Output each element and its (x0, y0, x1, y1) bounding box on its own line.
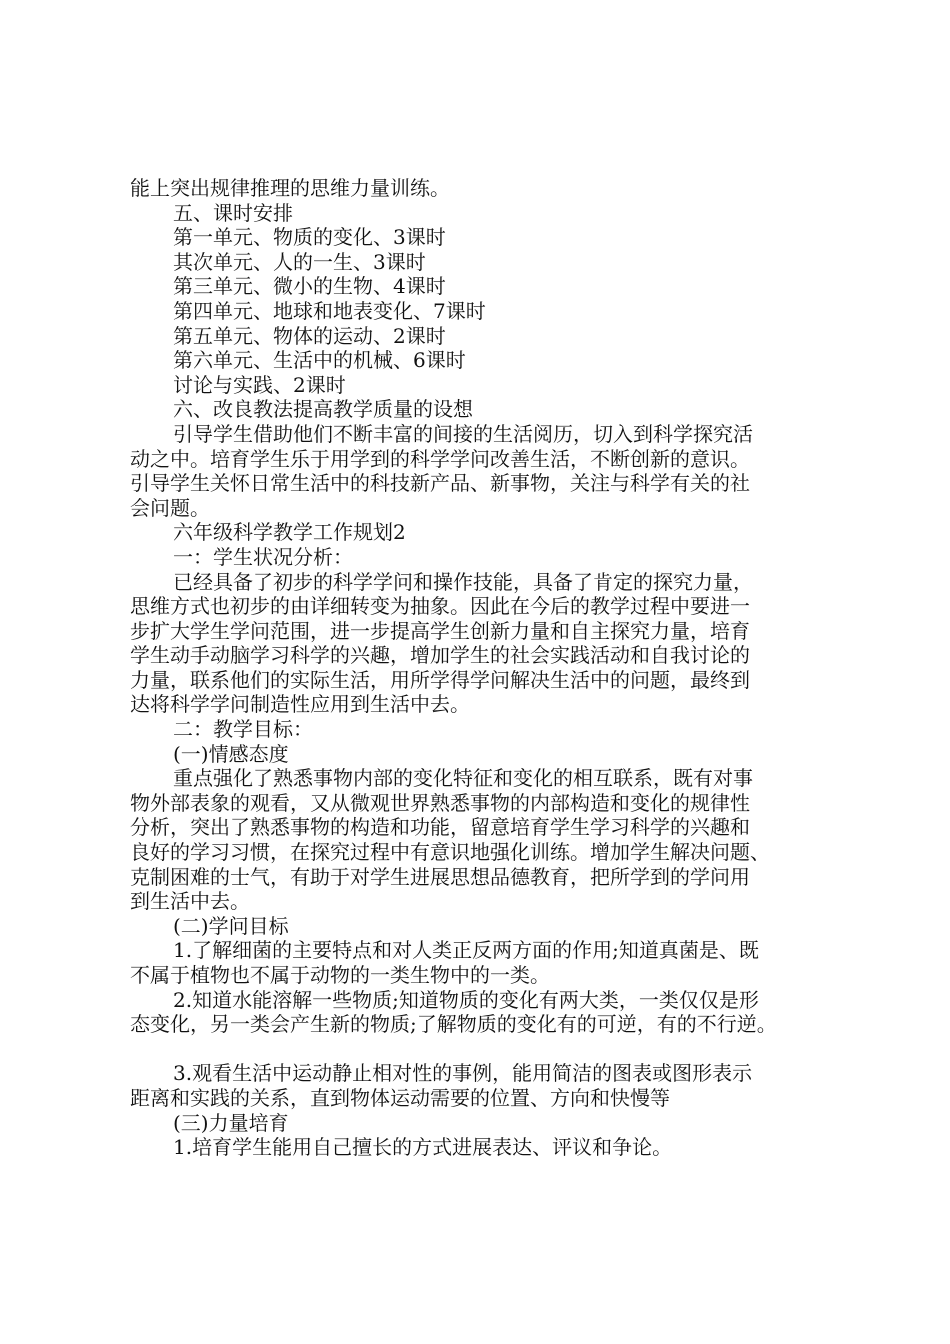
list-item: 第四单元、地球和地表变化、7课时 (173, 298, 486, 323)
paragraph-line: 思维方式也初步的由详细转变为抽象。因此在今后的教学过程中要进一 (130, 594, 750, 619)
paragraph-line: 动之中。培育学生乐于用学到的科学学问改善生活，不断创新的意识。 (130, 446, 750, 471)
list-item: 第三单元、微小的生物、4课时 (173, 274, 446, 299)
document-body (130, 176, 850, 1160)
list-item: 讨论与实践、2课时 (173, 372, 346, 397)
paragraph-line: 态变化，另一类会产生新的物质;了解物质的变化有的可逆，有的不行逆。 (130, 1012, 777, 1037)
list-item: 其次单元、人的一生、3课时 (173, 249, 426, 274)
paragraph-line: 重点强化了熟悉事物内部的变化特征和变化的相互联系，既有对事 (173, 766, 753, 791)
paragraph-line: 能上突出规律推理的思维力量训练。 (130, 176, 450, 200)
paragraph-line: 达将科学学问制造性应用到生活中去。 (130, 692, 470, 717)
list-item: 第一单元、物质的变化、3课时 (173, 225, 446, 250)
paragraph-line: 良好的学习习惯，在探究过程中有意识地强化训练。增加学生解决问题、 (130, 840, 770, 865)
blank-line (130, 1037, 850, 1062)
paragraph-line: 引导学生借助他们不断丰富的间接的生活阅历，切入到科学探究活 (173, 421, 753, 446)
subsection-heading: (一)情感态度 (173, 741, 289, 766)
paragraph-line: 物外部表象的观看，又从微观世界熟悉事物的内部构造和变化的规律性 (130, 790, 750, 815)
section-heading: 六、改良教法提高教学质量的设想 (173, 397, 473, 422)
paragraph-line: 学生动手动脑学习科学的兴趣，增加学生的社会实践活动和自我讨论的 (130, 643, 750, 668)
paragraph-line: 步扩大学生学问范围，进一步提高学生创新力量和自主探究力量，培育 (130, 618, 750, 643)
paragraph-line: 分析，突出了熟悉事物的构造和功能，留意培育学生学习科学的兴趣和 (130, 815, 750, 840)
section-heading: 一：学生状况分析： (173, 544, 353, 569)
subsection-heading: (二)学问目标 (173, 913, 289, 938)
paragraph-line: 到生活中去。 (130, 889, 250, 914)
section-heading: 五、课时安排 (173, 200, 293, 225)
section-heading: 二：教学目标： (173, 717, 313, 742)
paragraph-line: 1.培育学生能用自己擅长的方式进展表达、评议和争论。 (173, 1135, 673, 1160)
paragraph-line: 2.知道水能溶解一些物质;知道物质的变化有两大类，一类仅仅是形 (173, 987, 759, 1012)
paragraph-line: 会问题。 (130, 495, 210, 520)
paragraph-line: 克制困难的士气，有助于对学生进展思想品德教育，把所学到的学问用 (130, 864, 750, 889)
paragraph-line: 力量，联系他们的实际生活，用所学得学问解决生活中的问题，最终到 (130, 667, 750, 692)
paragraph-line: 距离和实践的关系，直到物体运动需要的位置、方向和快慢等 (130, 1085, 670, 1110)
paragraph-line: 3.观看生活中运动静止相对性的事例，能用简洁的图表或图形表示 (173, 1061, 753, 1086)
subsection-heading: (三)力量培育 (173, 1110, 289, 1135)
paragraph-line: 1.了解细菌的主要特点和对人类正反两方面的作用;知道真菌是、既 (173, 938, 759, 963)
paragraph-line: 不属于植物也不属于动物的一类生物中的一类。 (130, 963, 550, 987)
list-item: 第六单元、生活中的机械、6课时 (173, 348, 466, 373)
document-title: 六年级科学教学工作规划2 (173, 520, 406, 545)
paragraph-line: 引导学生关怀日常生活中的科技新产品、新事物，关注与科学有关的社 (130, 471, 750, 496)
paragraph-line: 已经具备了初步的科学学问和操作技能，具备了肯定的探究力量， (173, 569, 753, 594)
list-item: 第五单元、物体的运动、2课时 (173, 323, 446, 348)
